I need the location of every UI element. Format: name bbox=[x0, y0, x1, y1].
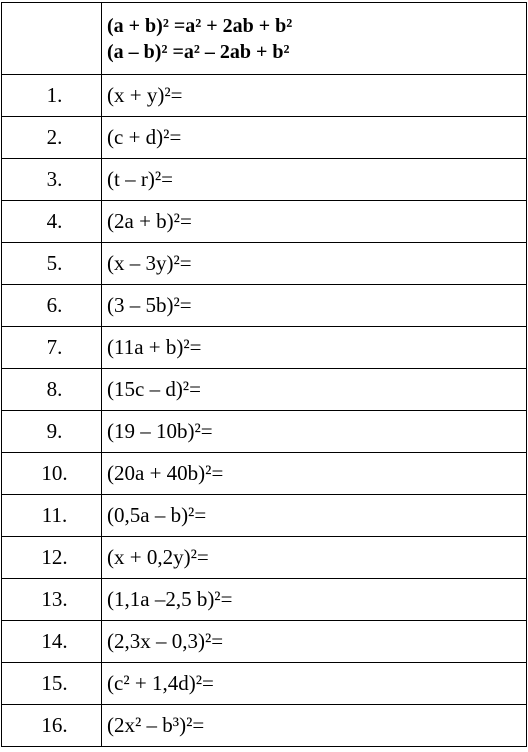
row-expression: (2a + b)²= bbox=[102, 201, 527, 243]
row-expression: (11a + b)²= bbox=[102, 327, 527, 369]
row-number: 2. bbox=[2, 117, 102, 159]
row-expression: (19 – 10b)²= bbox=[102, 411, 527, 453]
row-expression: (15c – d)²= bbox=[102, 369, 527, 411]
table-row bbox=[2, 201, 527, 243]
table-row bbox=[2, 327, 527, 369]
row-expression: (x + 0,2y)²= bbox=[102, 537, 527, 579]
row-number: 4. bbox=[2, 201, 102, 243]
row-number: 12. bbox=[2, 537, 102, 579]
row-expression: (2,3x – 0,3)²= bbox=[102, 621, 527, 663]
table-row bbox=[2, 75, 527, 117]
header-empty-cell bbox=[2, 3, 102, 75]
table-row bbox=[2, 705, 527, 747]
row-number: 16. bbox=[2, 705, 102, 747]
row-expression: (t – r)²= bbox=[102, 159, 527, 201]
row-number: 11. bbox=[2, 495, 102, 537]
row-expression: (x – 3y)²= bbox=[102, 243, 527, 285]
row-number: 15. bbox=[2, 663, 102, 705]
row-expression: (1,1a –2,5 b)²= bbox=[102, 579, 527, 621]
row-number: 10. bbox=[2, 453, 102, 495]
row-expression: (x + y)²= bbox=[102, 75, 527, 117]
table-row bbox=[2, 159, 527, 201]
row-number: 9. bbox=[2, 411, 102, 453]
row-number: 13. bbox=[2, 579, 102, 621]
table-row bbox=[2, 117, 527, 159]
exercise-table bbox=[1, 2, 527, 747]
table-row bbox=[2, 453, 527, 495]
table-row bbox=[2, 243, 527, 285]
row-expression: (3 – 5b)²= bbox=[102, 285, 527, 327]
row-expression: (20a + 40b)²= bbox=[102, 453, 527, 495]
row-expression: (c + d)²= bbox=[102, 117, 527, 159]
row-number: 14. bbox=[2, 621, 102, 663]
row-expression: (0,5a – b)²= bbox=[102, 495, 527, 537]
row-number: 7. bbox=[2, 327, 102, 369]
table-row bbox=[2, 495, 527, 537]
table-row bbox=[2, 285, 527, 327]
table-row bbox=[2, 663, 527, 705]
table-row bbox=[2, 369, 527, 411]
row-expression: (c² + 1,4d)²= bbox=[102, 663, 527, 705]
row-number: 5. bbox=[2, 243, 102, 285]
table-row bbox=[2, 579, 527, 621]
formula-square-of-sum: (a + b)² =a² + 2ab + b² bbox=[107, 14, 293, 37]
formula-square-of-difference: (a – b)² =a² – 2ab + b² bbox=[107, 40, 290, 63]
table-row bbox=[2, 411, 527, 453]
table-row bbox=[2, 621, 527, 663]
row-number: 3. bbox=[2, 159, 102, 201]
formulas-cell bbox=[102, 3, 527, 75]
row-expression: (2x² – b³)²= bbox=[102, 705, 527, 747]
table-row bbox=[2, 537, 527, 579]
header-row bbox=[2, 3, 527, 75]
row-number: 1. bbox=[2, 75, 102, 117]
row-number: 6. bbox=[2, 285, 102, 327]
row-number: 8. bbox=[2, 369, 102, 411]
